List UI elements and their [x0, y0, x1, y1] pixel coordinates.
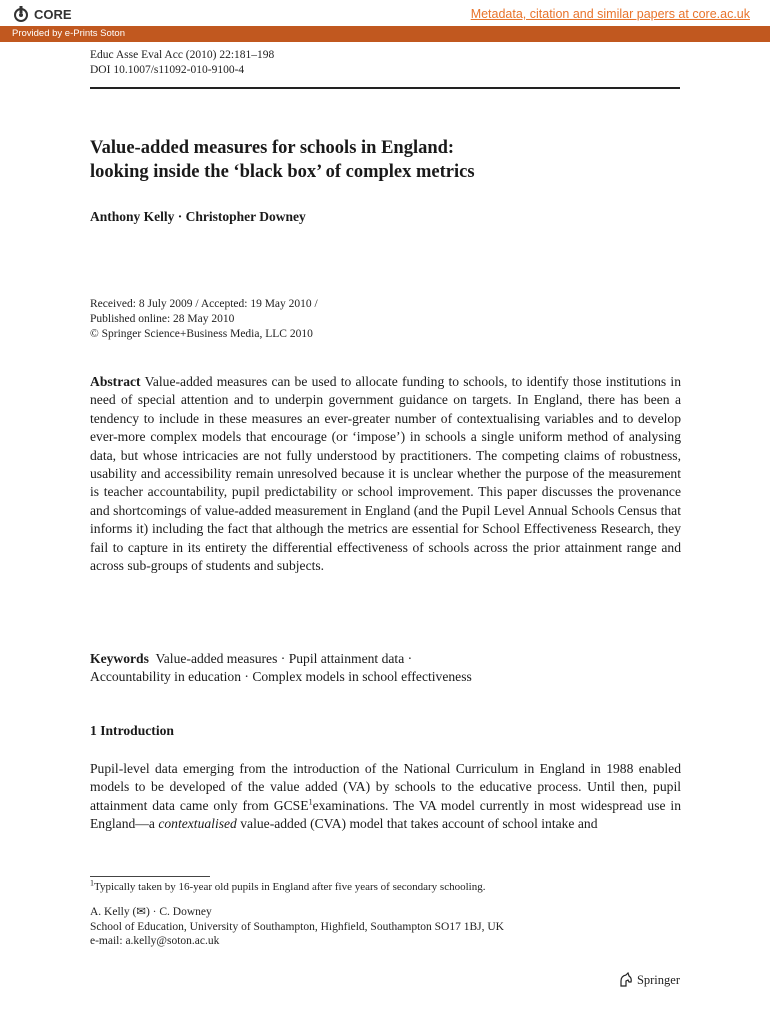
- affiliation: [90, 905, 504, 949]
- intro-text-2: examinations. The VA model currently in most widespread use in England—a: [90, 797, 682, 832]
- publication-dates: [90, 297, 318, 342]
- affiliation-address: School of Education, University of Southampton, Highfield, Southampton SO17 1BJ, UK: [90, 920, 504, 933]
- keywords-label: Keywords: [90, 651, 149, 666]
- title-line-1: Value-added measures for schools in England:: [90, 138, 455, 158]
- copyright: © Springer Science+Business Media, LLC 2010: [90, 328, 313, 340]
- intro-text-1: Pupil-level data emerging from the introduction of the National Curriculum in England in 1988 enabled models to be developed of the value added (VA) by schools to the educative process. Until then, pupil attainment data came only from GCSE: [90, 761, 681, 813]
- journal-info: [90, 48, 274, 78]
- keywords-line-2: Accountability in education · Complex models in school effectiveness: [90, 669, 472, 685]
- abstract: [90, 373, 681, 575]
- footnote-text: Typically taken by 16-year old pupils in England after five years of secondary schooling.: [94, 881, 486, 893]
- footnote: [90, 878, 486, 893]
- header-rule: [90, 87, 680, 89]
- published-online: Published online: 28 May 2010: [90, 313, 235, 325]
- springer-horse-icon: [618, 972, 634, 988]
- title-line-2: looking inside the ‘black box’ of complex metrics: [90, 162, 475, 182]
- introduction-heading: 1 Introduction: [90, 723, 174, 738]
- affiliation-email[interactable]: e-mail: a.kelly@soton.ac.uk: [90, 935, 220, 947]
- provider-banner: [0, 26, 770, 42]
- authors: Anthony Kelly · Christopher Downey: [90, 209, 306, 224]
- footnote-rule: [90, 876, 210, 877]
- paper-title: [90, 136, 680, 184]
- received-accepted: Received: 8 July 2009 / Accepted: 19 May 2010 /: [90, 298, 318, 310]
- core-logo-icon: [12, 5, 30, 23]
- affiliation-authors: A. Kelly (✉) · C. Downey: [90, 906, 212, 918]
- journal-doi: DOI 10.1007/s11092-010-9100-4: [90, 64, 245, 76]
- intro-italic-word: contextualised: [158, 816, 237, 832]
- footnote-reference[interactable]: 1: [308, 797, 313, 807]
- journal-citation: Educ Asse Eval Acc (2010) 22:181–198: [90, 49, 275, 61]
- core-logo-text: CORE: [34, 6, 72, 22]
- core-metadata-link[interactable]: Metadata, citation and similar papers at core.ac.uk: [470, 7, 750, 21]
- keywords: [90, 650, 681, 687]
- core-logo[interactable]: [12, 4, 72, 24]
- abstract-label: Abstract: [90, 374, 141, 389]
- footnote-marker: 1: [90, 878, 94, 888]
- introduction-body: [90, 760, 681, 834]
- abstract-text: Value-added measures can be used to allocate funding to schools, to identify those institutions in need of special attention and to underpin government guidance on targets. In England, there has been a tendency to include in these measures an ever-greater number of contextualising variables and to develop ever-more complex models that encourage (or ‘impose’) in schools a single uniform method of analysing data, but whose intricacies are not fully understood by practitioners. The competing claims of robustness, usability and accessibility remain unresolved because it is unclear whether the purpose of the measurement is teacher accountability, pupil predictability or school improvement. This paper discusses the provenance and shortcomings of value-added measurement in England (and the Pupil Level Annual Schools Census that informs it) including the fact that although the metrics are essential for School Effectiveness Research, they fail to capture in its entirety the differential effectiveness of schools across the prior attainment range and across sub-groups of students and subjects.: [90, 374, 681, 574]
- springer-text: Springer: [636, 972, 680, 987]
- intro-text-3: value-added (CVA) model that takes account of school intake and: [236, 816, 598, 832]
- keywords-line-1: Value-added measures · Pupil attainment data ·: [155, 651, 413, 666]
- springer-logo: [618, 972, 680, 988]
- provided-by-text[interactable]: Provided by e-Prints Soton: [12, 28, 126, 39]
